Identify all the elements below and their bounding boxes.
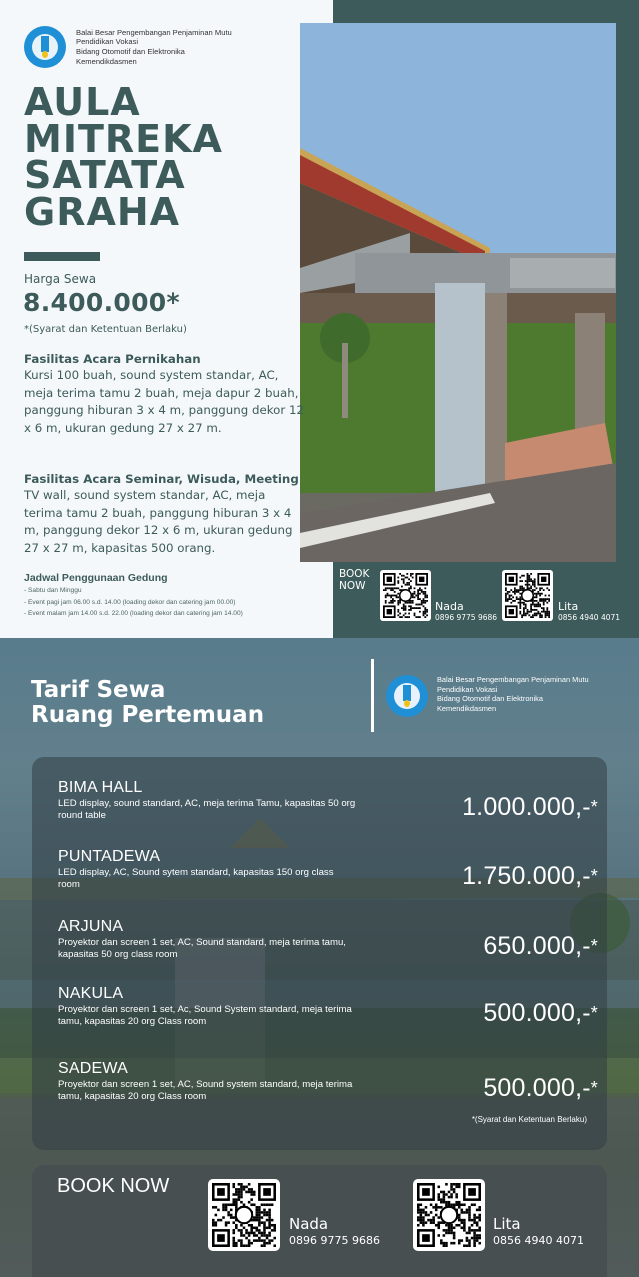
venue-title: AULA MITREKA SATATA GRAHA: [24, 80, 223, 234]
room-description: Proyektor dan screen 1 set, AC, Sound standard, meja terima tamu, kapasitas 50 org class room: [58, 937, 346, 960]
price-value: 8.400.000*: [23, 288, 180, 317]
organization-name: Balai Besar Pengembangan Penjaminan Mutu Pendidikan Vokasi Bidang Otomotif dan Elektronika Kemendikdasmen: [76, 27, 232, 66]
terms-note: *(Syarat dan Ketentuan Berlaku): [471, 1115, 587, 1124]
room-description: LED display, sound standard, AC, meja terima Tamu, kapasitas 50 org round table: [58, 798, 356, 821]
organization-name: Balai Besar Pengembangan Penjaminan Mutu Pendidikan Vokasi Bidang Otomotif dan Elektronika Kemendikdasmen: [437, 675, 589, 714]
contact-name: Nada: [435, 600, 464, 613]
qr-code-nada[interactable]: [380, 570, 431, 621]
schedule-item: - Sabtu dan Minggu: [24, 587, 82, 594]
contact-nada: [435, 600, 497, 623]
room-price: 500.000,-*: [483, 999, 598, 1027]
building-photo: [300, 23, 616, 562]
building-photo-icon: [300, 23, 616, 562]
room-description: Proyektor dan screen 1 set, AC, Sound system standard, meja terima tamu, kapasitas 20 org Class room: [58, 1079, 353, 1102]
qr-code-lita[interactable]: [413, 1179, 485, 1251]
room-price-list: [32, 757, 607, 1150]
facility-heading: Fasilitas Acara Pernikahan: [24, 352, 201, 366]
contact-name: Lita: [558, 600, 579, 613]
qr-code-lita[interactable]: [502, 570, 553, 621]
price-note: *(Syarat dan Ketentuan Berlaku): [24, 324, 187, 335]
meeting-room-rates-section: [0, 638, 639, 1277]
whatsapp-qr-code-icon: [505, 573, 550, 618]
usage-schedule: [24, 572, 243, 620]
room-name: PUNTADEWA: [58, 848, 161, 865]
room-name: BIMA HALL: [58, 779, 143, 796]
room-price: 1.750.000,-*: [462, 862, 598, 890]
room-item: [58, 985, 598, 1028]
organization-header: [24, 26, 232, 68]
contact-phone[interactable]: 0856 4940 4071: [493, 1234, 584, 1247]
contact-lita: [558, 600, 620, 623]
book-now-label: BOOK NOW: [339, 568, 370, 592]
contact-name: Lita: [493, 1215, 521, 1233]
tut-wuri-handayani-logo-icon: [24, 26, 66, 68]
whatsapp-qr-code-icon: [417, 1183, 481, 1247]
header-divider: [371, 659, 374, 732]
room-item: [58, 848, 598, 891]
book-now-panel: [32, 1165, 607, 1277]
facility-text: Kursi 100 buah, sound system standar, AC, meja terima tamu 2 buah, meja dapur 2 buah, panggung hiburan 3 x 4 m, panggung dekor 12 x 6 m, ukuran gedung 27 x 27 m.: [24, 368, 304, 435]
room-name: ARJUNA: [58, 918, 124, 935]
schedule-item: - Event malam jam 14.00 s.d. 22.00 (loading dekor dan catering jam 14.00): [24, 610, 243, 618]
qr-code-nada[interactable]: [208, 1179, 280, 1251]
title-underline: [24, 252, 100, 261]
price-label: Harga Sewa: [24, 272, 97, 286]
wedding-facilities: [24, 351, 304, 437]
contact-phone[interactable]: 0896 9775 9686: [289, 1234, 380, 1247]
contact-phone[interactable]: 0896 9775 9686: [435, 613, 498, 622]
room-price: 1.000.000,-*: [462, 793, 598, 821]
room-item: [58, 779, 598, 822]
seminar-facilities: [24, 471, 304, 557]
contact-lita: [493, 1215, 584, 1248]
contact-name: Nada: [289, 1215, 329, 1233]
tarif-title: Tarif Sewa Ruang Pertemuan: [31, 677, 265, 728]
schedule-item: - Event pagi jam 06.00 s.d. 14.00 (loading dekor dan catering jam 00.00): [24, 598, 236, 606]
whatsapp-qr-code-icon: [383, 573, 428, 618]
hero-section: [0, 0, 639, 638]
room-item: [58, 918, 598, 961]
room-name: NAKULA: [58, 985, 124, 1002]
contact-phone[interactable]: 0856 4940 4071: [558, 613, 621, 622]
room-description: Proyektor dan screen 1 set, Ac, Sound System standard, meja terima tamu, kapasitas 20 org Class room: [58, 1004, 352, 1027]
room-price: 500.000,-*: [483, 1074, 598, 1102]
tut-wuri-handayani-logo-icon: [386, 675, 428, 717]
book-now-label: BOOK NOW: [57, 1175, 170, 1197]
room-item: [58, 1060, 598, 1103]
facility-heading: Fasilitas Acara Seminar, Wisuda, Meeting: [24, 472, 299, 486]
room-price: 650.000,-*: [483, 932, 598, 960]
schedule-heading: Jadwal Penggunaan Gedung: [24, 572, 168, 584]
facility-text: TV wall, sound system standar, AC, meja terima tamu 2 buah, panggung hiburan 3 x 4 m, panggung dekor 12 x 6 m, ukuran gedung 27 x 27 m, kapasitas 500 orang.: [24, 488, 293, 555]
whatsapp-qr-code-icon: [212, 1183, 276, 1247]
contact-nada: [289, 1215, 380, 1248]
room-description: LED display, AC, Sound sytem standard, kapasitas 150 org class room: [58, 867, 334, 890]
room-name: SADEWA: [58, 1060, 128, 1077]
